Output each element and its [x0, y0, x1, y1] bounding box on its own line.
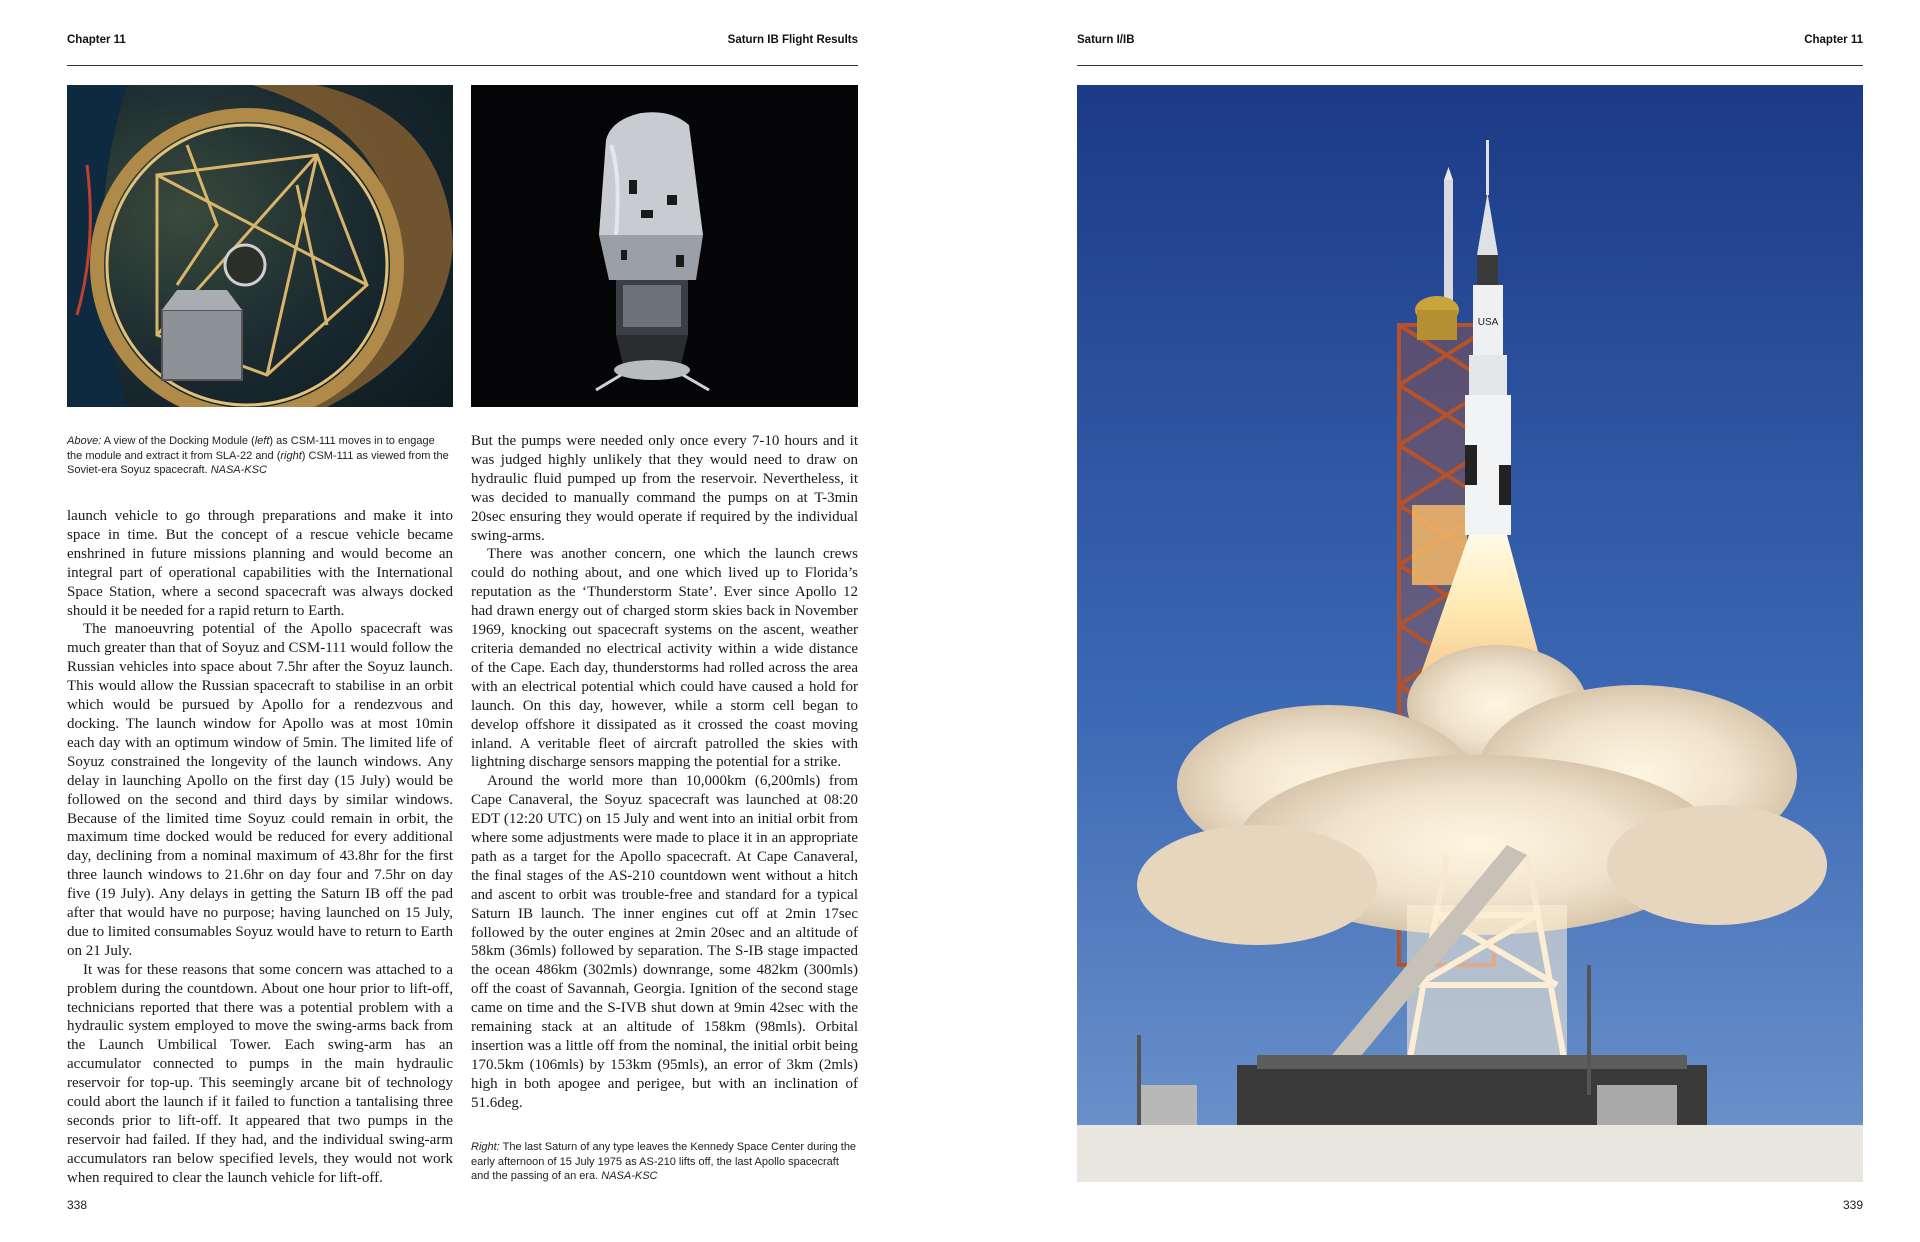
- header-rule-right: [1077, 65, 1863, 66]
- header-rule-left: [67, 65, 858, 66]
- page-number-left: 338: [67, 1198, 88, 1212]
- caption-label: Above:: [67, 435, 102, 447]
- body-column-2: [471, 432, 858, 1113]
- docking-photos-caption: [67, 434, 453, 478]
- running-title-left: Saturn IB Flight Results: [727, 34, 858, 46]
- caption-credit: NASA-KSC: [210, 464, 267, 477]
- paragraph: Around the world more than 10,000km (6,200mls) from Cape Canaveral, the Soyuz spacecraft was launched at 08:20 EDT (12:20 UTC) on 15 July and went into an initial orbit from where some adjustments were made to place it in an appropriate path as a target for the Apollo spacecraft. At Cape Canaveral, the final stages of the AS-210 countdown went without a hitch and ascent to orbit was trouble-free and standard for a typical Saturn IB launch. The inner engines cut off at 2min 17sec followed by the outer engines at 2min 20sec and an altitude of 58km (36mls) followed by separation. The S-IB stage impacted the ocean 486km (302mls) downrange, some 482km (300mls) off the coast of Savannah, Georgia. Ignition of the second stage came on time and the S-IVB shut down at 9min 42sec with the remaining stack at an altitude of 158km (98mls). Orbital insertion was a little off from the nominal, the initial orbit being 170.5km (106mls) by 153km (95mls), an error of 3km (2mls) high in both apogee and perigee, but with an inclination of 51.6deg.: [471, 773, 858, 1111]
- chapter-label-left: Chapter 11: [67, 34, 126, 46]
- chapter-label-right: Chapter 11: [1804, 34, 1863, 46]
- running-title-right: Saturn I/IB: [1077, 34, 1135, 46]
- caption-credit: NASA-KSC: [601, 1170, 658, 1183]
- caption-text-2: ) as CSM-111 moves in to engage the module and extract it from SLA-22 and (: [67, 435, 435, 462]
- caption-text: The last Saturn of any type leaves the Kennedy Space Center during the early afternoon of 15 July 1975 as AS-210 lifts off, the last Apollo spacecraft and the passing of an era.: [471, 1141, 857, 1183]
- docking-module-photo: [67, 85, 453, 407]
- page-number-right: 339: [1842, 1198, 1863, 1212]
- paragraph: There was another concern, one which the launch crews could do nothing about, and one which lived up to Florida’s reputation as the ‘Thunderstorm State’. Ever since Apollo 12 had drawn energy out of charged storm skies back in November 1969, knocking out spacecraft systems on the ascent, weather criteria demanded no electrical activity within a wide distance of the Cape. Each day, thunderstorms had rolled across the area with an electrical potential which could have caused a hold for launch. On this day, however, while a storm cell began to develop offshore it dissipated as it crossed the coast moving inland. A veritable fleet of aircraft patrolled the skies with lightning discharge sensors mapping the potential for a strike.: [471, 546, 858, 771]
- paragraph: It was for these reasons that some concern was attached to a problem during the countdown. About one hour prior to lift-off, technicians reported that there was a potential problem with a hydraulic system employed to move the swing-arms back from the Launch Umbilical Tower. Each swing-arm has an accumulator connected to pumps in the main hydraulic reservoir for top-up. This seemingly arcane bit of technology could abort the launch if it failed to function a tantalising three seconds prior to lift-off. It appeared that two pumps in the reservoir had failed. If they had, and the individual swing-arm accumulators ran below specified levels, they would not work when required to clear the launch vehicle for lift-off.: [67, 961, 453, 1186]
- launch-photo-caption: [471, 1140, 858, 1184]
- caption-label: Right:: [471, 1141, 500, 1153]
- caption-text-1: A view of the Docking Module (: [101, 435, 255, 447]
- paragraph: But the pumps were needed only once every 7-10 hours and it was judged highly unlikely that they would need to draw on hydraulic fluid pumped up from the reservoir. Nevertheless, it was decided to manually command the pumps on at T-3min 20sec ensuring they would operate if required by the individual swing-arms.: [471, 433, 858, 544]
- caption-right-word: right: [280, 449, 302, 462]
- caption-left-word: left: [254, 435, 270, 447]
- saturn-ib-launch-photo: [1077, 85, 1863, 1182]
- caption-text-3: ) CSM-111 as viewed from the Soviet-era Soyuz spacecraft.: [67, 449, 449, 477]
- paragraph: The manoeuvring potential of the Apollo spacecraft was much greater than that of Soyuz and CSM-111 would follow the Russian vehicles into space about 7.5hr after the Soyuz launch. This would allow the Russian spacecraft to stabilise in an orbit which would be pursued by Apollo for a rendezvous and docking. The launch window for Apollo was at most 10min each day with an optimum window of 5min. The limited life of Soyuz constrained the longevity of the launch windows. Any delay in launching Apollo on the first day (15 July) would be followed on the second and third days by similar windows. Because of the limited time Soyuz could remain in orbit, the maximum time docked would be reduced for every additional day, declining from a nominal maximum of 43.8hr for the first three launch windows to 21.6hr on day four and 7.5hr on day five (19 July). Any delays in getting the Saturn IB off the pad after that would have no purpose; having launched on 15 July, due to limited consumables Soyuz would have to return to Earth on 21 July.: [67, 621, 453, 959]
- paragraph: launch vehicle to go through preparations and make it into space in time. But the concept of a rescue vehicle became enshrined in future missions planning and would become an integral part of operational capabilities with the International Space Station, where a second spacecraft was always docked should it be needed for a rapid return to Earth.: [67, 508, 453, 619]
- body-column-1: [67, 507, 453, 1188]
- rocket-lettering: USA: [1477, 317, 1499, 328]
- csm-from-soyuz-photo: [471, 85, 858, 407]
